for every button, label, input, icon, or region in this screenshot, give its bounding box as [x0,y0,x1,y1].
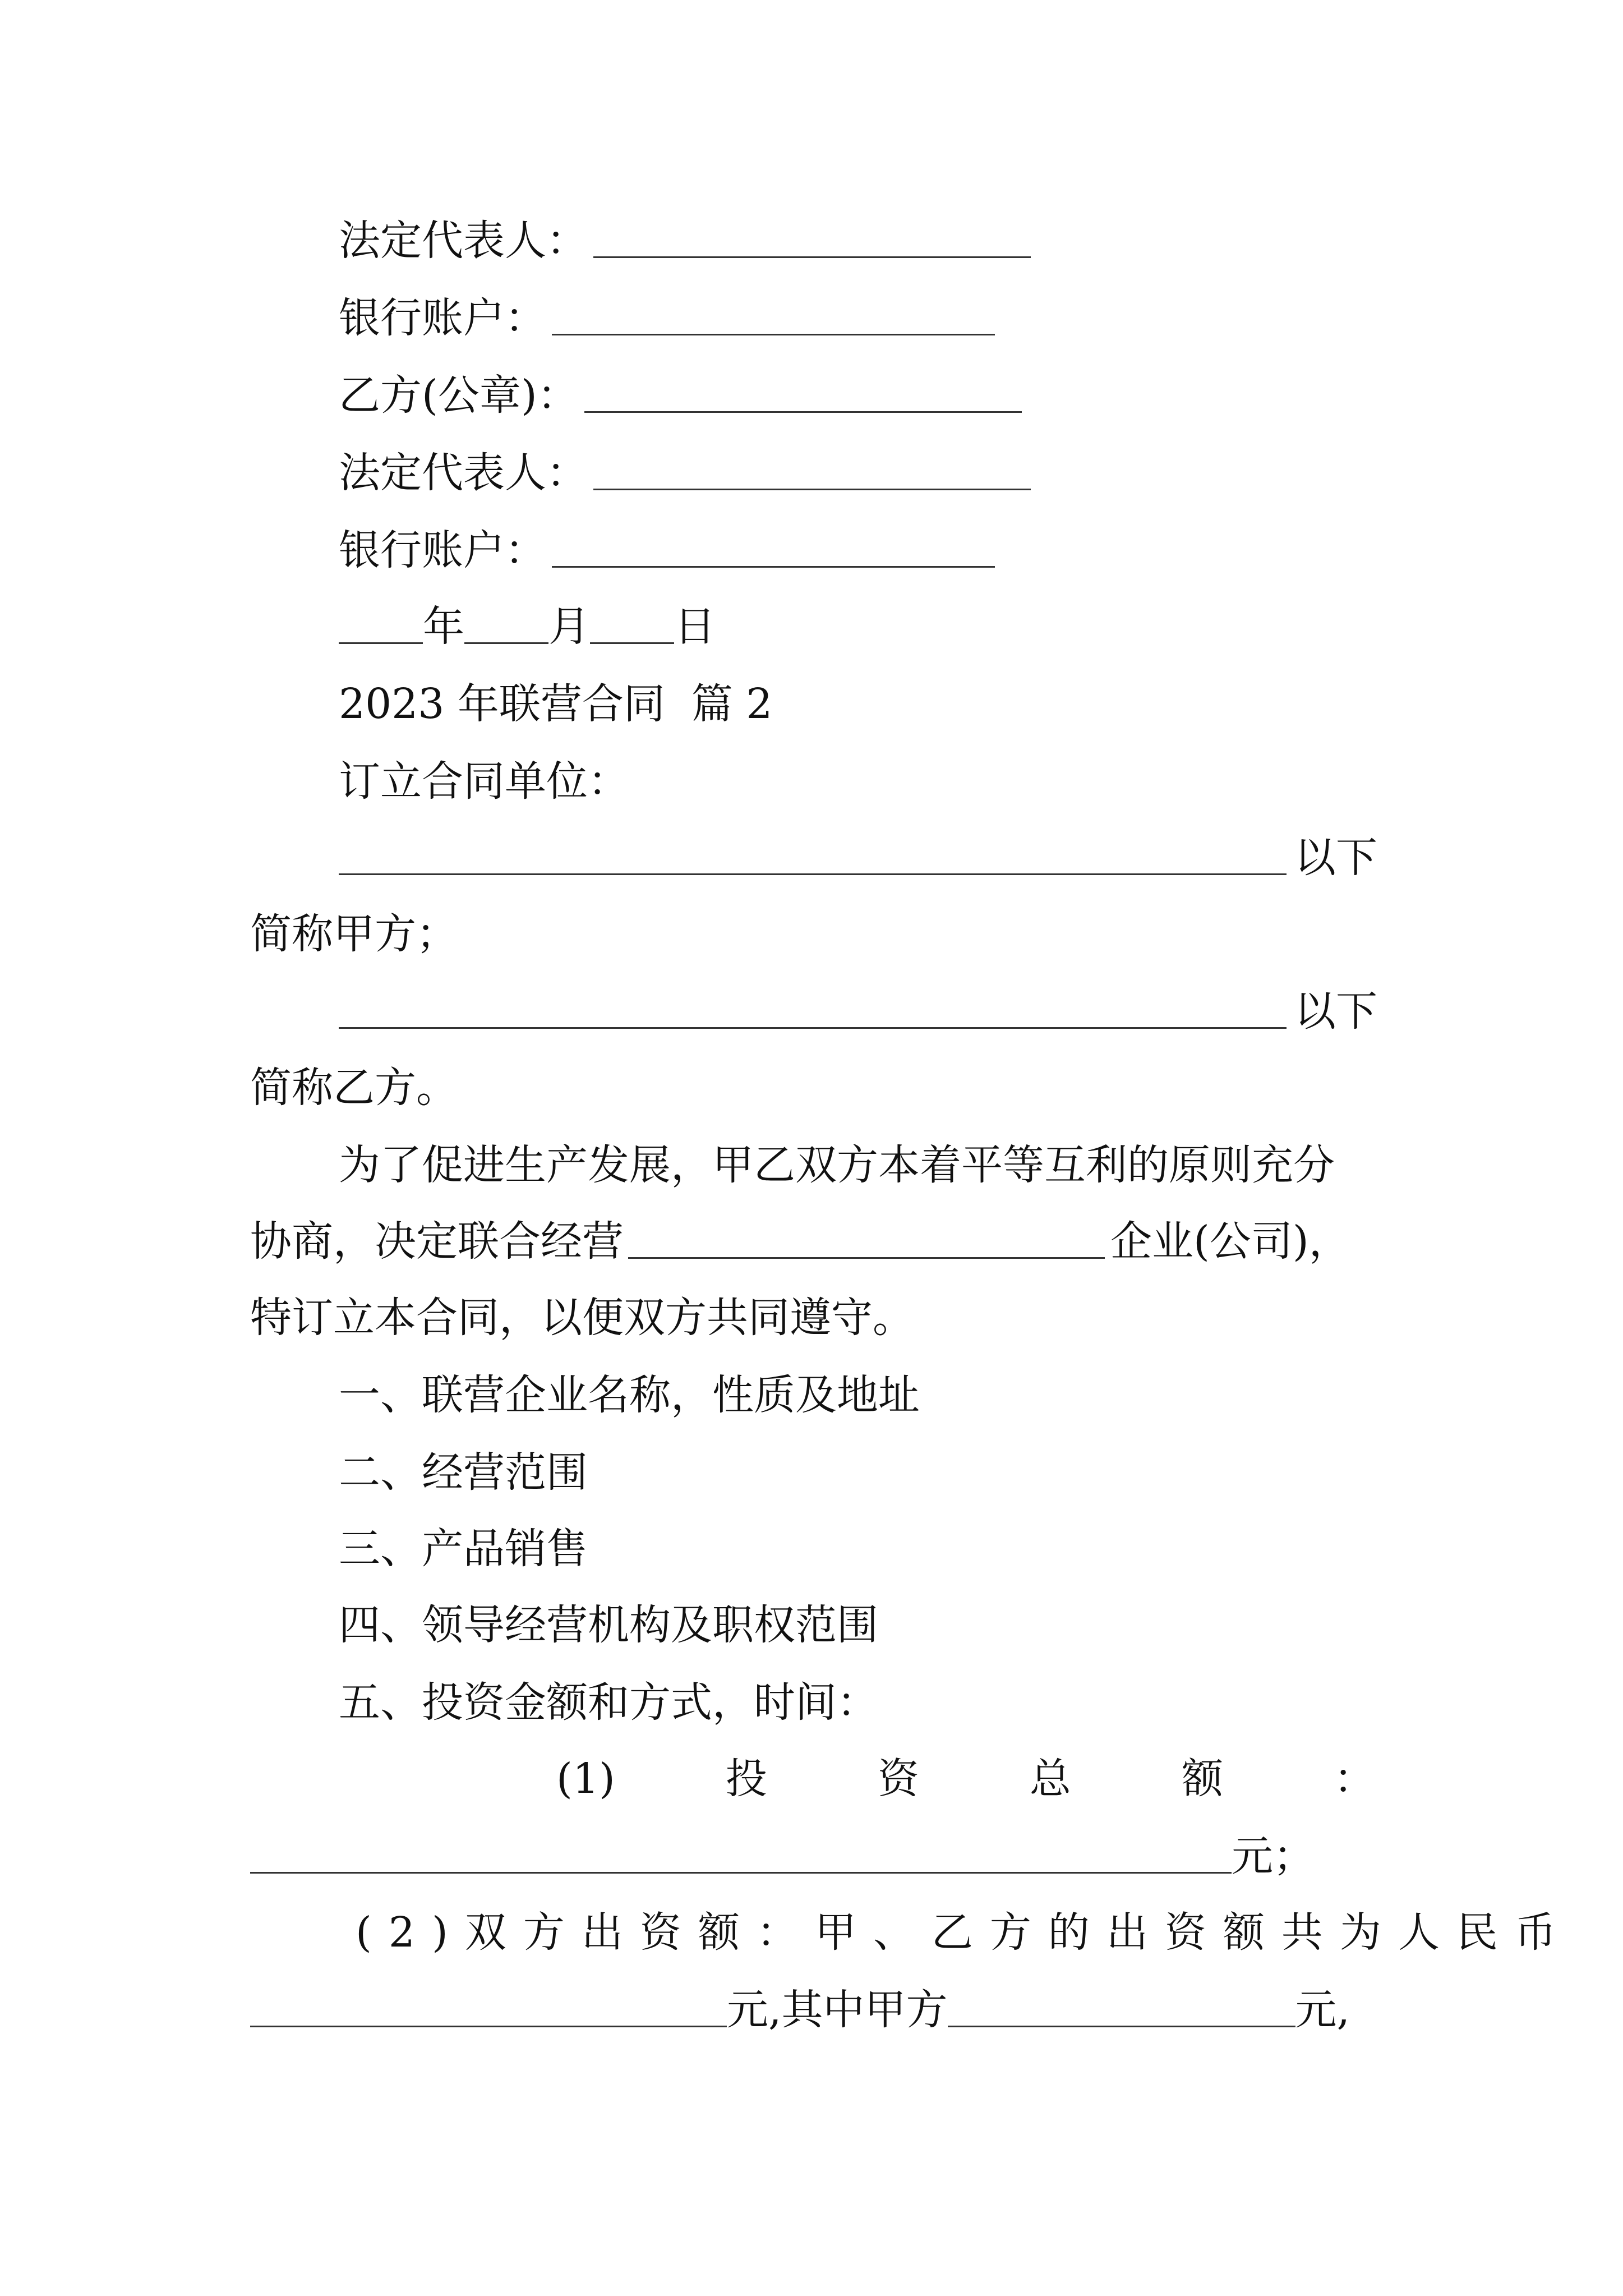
investment-total-char-3: 总 [1029,1755,1071,1803]
investment-total-char-1: 投 [725,1755,767,1803]
party-b-bank-row [339,526,995,574]
clause-2: 二、经营范围 [339,1448,588,1497]
investment-total-unit: 元； [1232,1832,1315,1880]
preamble-line-2 [250,1217,1350,1266]
party-a-bank-blank[interactable] [552,301,995,335]
year-blank[interactable] [339,610,423,644]
clause-5: 五、投资金额和方式，时间： [339,1678,878,1727]
party-a-suffix: 以下 [1294,834,1377,882]
party-b-legal-rep-blank[interactable] [593,456,1031,490]
investment-total-char-2: 资 [877,1755,919,1803]
party-b-name-row [339,987,1377,1036]
day-label: 日 [674,602,716,651]
month-blank[interactable] [464,610,548,644]
month-label: 月 [548,602,590,651]
investment-total-row [556,1755,1375,1803]
party-b-bank-blank[interactable] [552,533,995,568]
party-a-bank-row [339,294,995,342]
party-b-seal-label: 乙方(公章)： [339,371,579,420]
investment-total-char-4: 额 [1181,1755,1223,1803]
party-b-name-blank[interactable] [339,995,1287,1029]
party-b-seal-row [339,371,1022,420]
party-b-legal-rep-label: 法定代表人： [339,449,588,497]
party-b-legal-rep-row [339,449,1031,497]
capital-contribution-unit-2: 元, [1295,1986,1350,2034]
party-a-legal-rep-label: 法定代表人： [339,217,588,265]
investment-total-blank[interactable] [250,1839,1232,1874]
section-title: 2023 年联营合同 篇 2 [339,680,773,728]
party-a-contribution-blank[interactable] [948,1993,1295,2027]
preamble-line-3: 特订立本合同，以便双方共同遵守。 [250,1294,914,1342]
party-a-bank-label: 银行账户： [339,294,546,342]
contract-units-label: 订立合同单位： [339,757,629,806]
party-b-suffix: 以下 [1294,987,1377,1036]
party-b-continuation: 简称乙方。 [250,1064,458,1112]
party-a-legal-rep-row [339,217,1031,265]
party-a-continuation: 简称甲方； [250,910,458,958]
clause-4: 四、领导经营机构及职权范围 [339,1601,878,1649]
party-a-name-row [339,834,1377,882]
party-a-name-blank[interactable] [339,841,1287,875]
preamble-line-2-suffix: 企业(公司)， [1110,1217,1350,1266]
capital-contribution-text: (2)双方出资额：甲、乙方的出资额共为人民币 [356,1908,1573,1957]
investment-total-num: (1) [556,1755,615,1803]
capital-contribution-line-1 [356,1908,1573,1957]
total-contribution-blank[interactable] [250,1993,727,2027]
party-a-legal-rep-blank[interactable] [593,224,1031,258]
investment-total-colon: ： [1333,1755,1375,1803]
preamble-line-2-prefix: 协商，决定联合经营 [250,1217,624,1266]
investment-total-amount-row [250,1832,1315,1880]
preamble-line-1: 为了促进生产发展，甲乙双方本着平等互利的原则充分 [339,1141,1335,1189]
party-b-seal-blank[interactable] [584,379,1022,413]
clause-1: 一、联营企业名称，性质及地址 [339,1371,920,1419]
capital-contribution-unit-1: 元,其中甲方 [727,1986,948,2034]
enterprise-name-blank[interactable] [628,1225,1105,1259]
date-row [339,602,716,651]
capital-contribution-line-2 [250,1986,1350,2034]
clause-3: 三、产品销售 [339,1525,588,1573]
day-blank[interactable] [590,610,674,644]
party-b-bank-label: 银行账户： [339,526,546,574]
year-label: 年 [423,602,464,651]
